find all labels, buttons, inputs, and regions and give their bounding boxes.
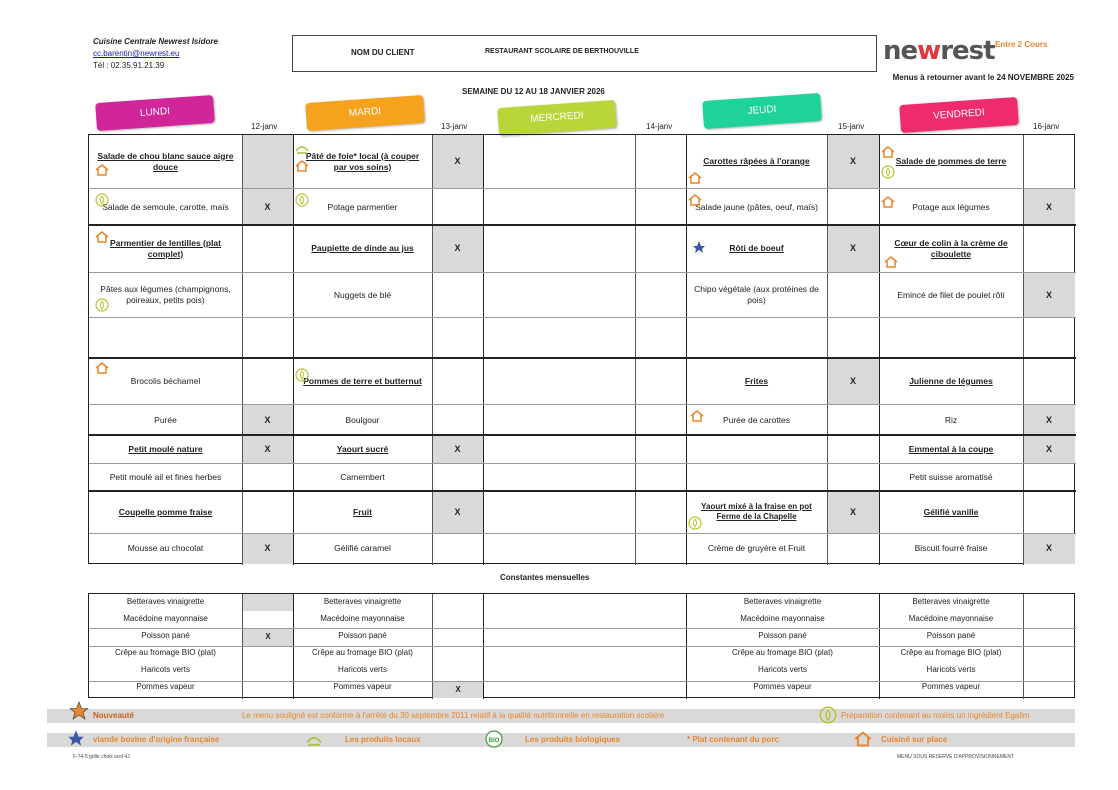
legend-conforme: Le menu souligné est conforme à l'arrêté du 30 septembre 2011 relatif à la qualité nutritionnelle en restauration scolaire (242, 711, 665, 720)
date-vendredi: 16-janv (1033, 122, 1060, 131)
local-products-icon (295, 141, 309, 155)
mardi-dessert-2: Gélifié caramel (334, 543, 391, 553)
lundi-x-11[interactable]: X (264, 543, 271, 553)
const-col-lundi: Betteraves vinaigrette Macédoine mayonnaise Poisson pané Crêpe au fromage BIO (plat) Haricots verts Pommes vapeur (115, 597, 216, 691)
mardi-plat-2: Nuggets de blé (333, 289, 392, 300)
vendredi-x-2[interactable]: X (1045, 201, 1052, 212)
date-mardi: 13-janv (441, 122, 468, 131)
jeudi-entree-2: Salade jaune (pâtes, oeuf, maïs) (695, 201, 818, 212)
lundi-x-8[interactable]: X (264, 443, 271, 454)
kitchen-info (93, 36, 218, 72)
footer-right: MENU SOUS RESERVE D'APPROVISIONNEMENT (897, 754, 1014, 760)
leaf-icon (95, 298, 109, 312)
lundi-plat-2: Pâtes aux légumes (champignons, poireaux, petits pois) (100, 284, 231, 305)
day-badge-lundi: LUNDI (95, 95, 215, 131)
local-products-icon (305, 731, 323, 747)
vendredi-garniture-2: Riz (944, 414, 958, 425)
const-mardi-x-pommes[interactable]: X (455, 685, 461, 694)
day-badge-vendredi: VENDREDI (899, 97, 1019, 133)
svg-text:BIO: BIO (488, 738, 500, 744)
jeudi-x-10[interactable]: X (849, 506, 856, 517)
house-icon (95, 361, 109, 375)
constantes-title: Constantes mensuelles (500, 573, 590, 582)
const-lundi-x-poisson[interactable]: X (265, 632, 271, 641)
lundi-dessert-2: Mousse au chocolat (127, 543, 204, 553)
house-icon (95, 163, 109, 177)
jeudi-plat-1: Rôti de boeuf (729, 243, 784, 253)
legend-locaux: Les produits locaux (345, 735, 421, 744)
lundi-garniture-2: Purée (154, 414, 177, 425)
jeudi-garniture-1: Frites (744, 375, 769, 386)
mardi-garniture-2: Boulgour (345, 414, 380, 425)
lundi-x-7[interactable]: X (264, 414, 271, 425)
vendredi-plat-1: Cœur de colin à la crème de ciboulette (894, 237, 1008, 259)
const-col-jeudi: Betteraves vinaigrette Macédoine mayonnaise Poisson pané Crêpe au fromage BIO (plat) Haricots verts Pommes vapeur (732, 597, 833, 691)
mardi-x-3[interactable]: X (454, 243, 461, 253)
house-icon (881, 195, 895, 209)
day-badge-jeudi: JEUDI (702, 93, 822, 129)
mardi-dessert-1: Fruit (353, 506, 372, 517)
mardi-x-10[interactable]: X (454, 506, 461, 517)
const-col-vendredi: Betteraves vinaigrette Macédoine mayonnaise Poisson pané Crêpe au fromage BIO (plat) Haricots verts Pommes vapeur (900, 597, 1002, 691)
mardi-x-1[interactable]: X (454, 156, 461, 166)
date-mercredi: 14-janv (646, 122, 673, 131)
lundi-plat-1: Parmentier de lentilles (plat complet) (109, 237, 221, 259)
lundi-entree-2: Salade de semoule, carotte, maïs (102, 201, 229, 212)
house-icon (295, 159, 309, 173)
lundi-laitage-1: Petit moulé nature (128, 443, 203, 454)
mardi-laitage-1: Yaourt sucré (336, 443, 389, 454)
jeudi-x-3[interactable]: X (849, 243, 856, 253)
mardi-plat-1: Paupiette de dinde au jus (311, 243, 414, 253)
vendredi-entree-2: Potage aux légumes (912, 201, 990, 212)
constantes-grid (88, 593, 1075, 698)
company-name: Cuisine Centrale Newrest Isidore (93, 37, 218, 46)
house-icon (688, 193, 702, 207)
vendredi-plat-2: Emincé de filet de poulet rôti (897, 289, 1005, 300)
bio-icon (485, 730, 503, 748)
leaf-icon (295, 193, 309, 207)
mardi-laitage-2: Camembert (340, 472, 385, 482)
leaf-icon (688, 516, 702, 530)
house-icon (688, 171, 702, 185)
lundi-laitage-2: Petit moulé ail et fines herbes (109, 472, 222, 482)
week-title: SEMAINE DU 12 AU 18 JANVIER 2026 (462, 87, 605, 96)
client-box (292, 35, 877, 72)
jeudi-x-1[interactable]: X (849, 156, 856, 166)
lundi-entree-1: Salade de chou blanc sauce aigre douce (97, 150, 234, 172)
mardi-entree-2: Potage parmentier (327, 201, 398, 212)
french-beef-icon (67, 729, 85, 747)
vendredi-dessert-2: Biscuit fourré fraise (914, 543, 988, 553)
leaf-icon (295, 368, 309, 382)
menu-grid (88, 134, 1075, 564)
house-icon (690, 409, 704, 423)
jeudi-dessert-1: Yaourt mixé à la fraise en pot Ferme de la Chapelle (701, 502, 812, 521)
email-link[interactable]: cc.barentin@newrest.eu (93, 49, 180, 58)
jeudi-x-6[interactable]: X (849, 375, 856, 386)
leaf-icon (881, 165, 895, 179)
house-icon (853, 730, 873, 748)
day-badge-mardi: MARDI (305, 95, 425, 131)
phone: Tél : 02.35.91.21.39 (93, 61, 165, 70)
vendredi-x-11[interactable]: X (1045, 543, 1052, 553)
mardi-x-8[interactable]: X (454, 443, 461, 454)
vendredi-garniture-1: Julienne de légumes (909, 375, 993, 386)
lundi-dessert-1: Coupelle pomme fraise (118, 506, 213, 517)
legend-bio: Les produits biologiques (525, 735, 621, 744)
vendredi-x-8[interactable]: X (1045, 443, 1052, 454)
legend-bovine: viande bovine d'origine française (93, 735, 220, 744)
const-col-mardi: Betteraves vinaigrette Macédoine mayonnaise Poisson pané Crêpe au fromage BIO (plat) Haricots verts Pommes vapeur (312, 597, 413, 691)
vendredi-x-7[interactable]: X (1045, 414, 1052, 425)
jeudi-plat-2: Chipo végétale (aux protéines de pois) (694, 284, 819, 305)
star-icon (69, 701, 89, 721)
return-note: Menus à retourner avant le 24 NOVEMBRE 2025 (892, 73, 1074, 82)
vendredi-laitage-2: Petit suisse aromatisé (909, 472, 993, 482)
date-lundi: 12-janv (251, 122, 278, 131)
house-icon (881, 145, 895, 159)
entre2cours-logo: Entre 2 Cours (995, 40, 1048, 49)
legend-egalim: Préparation contenant au moins un ingrédient Egalim (841, 711, 1030, 720)
legend-nouveaute: Nouveauté (93, 711, 134, 720)
mardi-entree-1: Pâté de foie* local (à couper par vos soins) (305, 150, 420, 172)
french-beef-icon (692, 240, 706, 254)
jeudi-entree-1: Carottes râpées à l'orange (703, 156, 810, 166)
newrest-logo: newrest (883, 36, 995, 66)
leaf-icon (95, 193, 109, 207)
day-badge-mercredi: MERCREDI (497, 100, 617, 136)
legend-porc: * Plat contenant du porc (687, 735, 780, 744)
vendredi-laitage-1: Emmental à la coupe (908, 443, 994, 454)
client-label: NOM DU CLIENT (351, 48, 415, 57)
house-icon (95, 230, 109, 244)
mardi-garniture-1: Pommes de terre et butternut (303, 375, 422, 386)
vendredi-entree-1: Salade de pommes de terre (895, 156, 1007, 166)
legend-row-1 (47, 709, 1075, 723)
legend-place: Cuisiné sur place (881, 735, 948, 744)
jeudi-garniture-2: Purée de carottes (722, 414, 791, 425)
egalim-icon (819, 706, 837, 724)
legend-row-2 (47, 733, 1075, 747)
lundi-x-2[interactable]: X (264, 201, 271, 212)
vendredi-dessert-1: Gélifié vanille (923, 506, 979, 517)
vendredi-x-4[interactable]: X (1045, 289, 1052, 300)
footer-left: F-74-5 grille choix scol 4J (73, 754, 130, 760)
client-name: RESTAURANT SCOLAIRE DE BERTHOUVILLE (485, 48, 639, 55)
jeudi-dessert-2: Crème de gruyère et Fruit (707, 543, 806, 553)
date-jeudi: 15-janv (838, 122, 865, 131)
lundi-garniture-1: Brocolis béchamel (130, 375, 201, 386)
house-icon (884, 255, 898, 269)
